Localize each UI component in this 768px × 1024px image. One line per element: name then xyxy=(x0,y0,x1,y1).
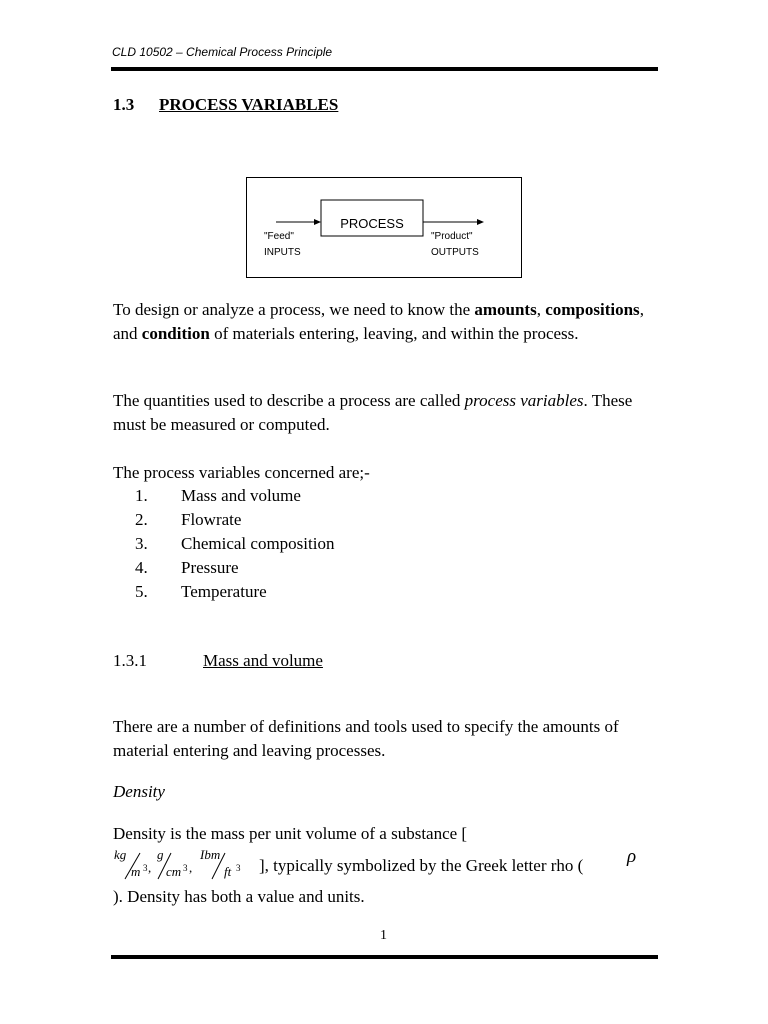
density-heading: Density xyxy=(113,782,165,801)
input-top-label: "Feed" xyxy=(264,231,294,242)
density-units-continuation: ], typically symbolized by the Greek letter rho ( xyxy=(259,856,584,875)
density-units-line xyxy=(113,846,673,882)
bold-compositions: compositions xyxy=(545,300,640,319)
mass-volume-paragraph: There are a number of definitions and tools used to specify the amounts of material entering and leaving processes. xyxy=(113,717,619,760)
process-variables-list xyxy=(113,484,334,604)
process-label: PROCESS xyxy=(340,216,404,231)
italic-process-variables: process variables xyxy=(464,391,584,410)
unit-ft-denominator: ft xyxy=(224,864,232,879)
rho-symbol: ρ xyxy=(627,846,637,867)
input-bottom-label: INPUTS xyxy=(264,247,301,258)
density-closing-paragraph: ). Density has both a value and units. xyxy=(113,887,365,906)
header-rule xyxy=(111,67,658,71)
bold-amounts: amounts xyxy=(474,300,537,319)
process-diagram xyxy=(246,177,522,278)
subsection-heading xyxy=(113,651,323,671)
list-item: 4. Pressure xyxy=(135,558,239,577)
bold-condition: condition xyxy=(141,324,210,343)
intro-paragraph: To design or analyze a process, we need to know the amounts, compositions, and condition of materials entering, leaving, and within the process. xyxy=(113,300,644,343)
subsection-number: 1.3.1 xyxy=(113,651,147,670)
unit-m-denominator: m xyxy=(131,864,141,879)
list-item: 2. Flowrate xyxy=(135,510,242,529)
output-bottom-label: OUTPUTS xyxy=(431,247,479,258)
unit-exponent: 3 xyxy=(143,863,148,873)
unit-separator: , xyxy=(189,860,193,875)
list-item: 5. Temperature xyxy=(135,582,267,601)
running-header: CLD 10502 – Chemical Process Principle xyxy=(112,45,333,59)
footer-rule xyxy=(111,955,658,959)
definition-paragraph: The quantities used to describe a process are called process variables. These must be measured or computed. xyxy=(113,391,633,434)
unit-exponent: 3 xyxy=(236,863,241,873)
unit-kg-numerator: kg xyxy=(114,847,127,862)
unit-separator: , xyxy=(148,860,152,875)
page-number: 1 xyxy=(380,928,387,943)
unit-cm-denominator: cm xyxy=(166,864,182,879)
section-title: PROCESS VARIABLES xyxy=(159,95,339,114)
unit-lbm-numerator: Ibm xyxy=(200,847,221,862)
unit-exponent: 3 xyxy=(183,863,188,873)
section-heading xyxy=(113,95,338,115)
unit-g-numerator: g xyxy=(157,847,164,862)
subsection-title: Mass and volume xyxy=(203,651,323,670)
list-item: 3. Chemical composition xyxy=(135,534,335,553)
list-item: 1. Mass and volume xyxy=(135,486,301,505)
section-number: 1.3 xyxy=(113,95,135,114)
density-units xyxy=(113,846,263,882)
list-intro: The process variables concerned are;- xyxy=(113,463,370,482)
output-top-label: "Product" xyxy=(431,231,473,242)
density-paragraph: Density is the mass per unit volume of a substance [ xyxy=(113,824,468,843)
